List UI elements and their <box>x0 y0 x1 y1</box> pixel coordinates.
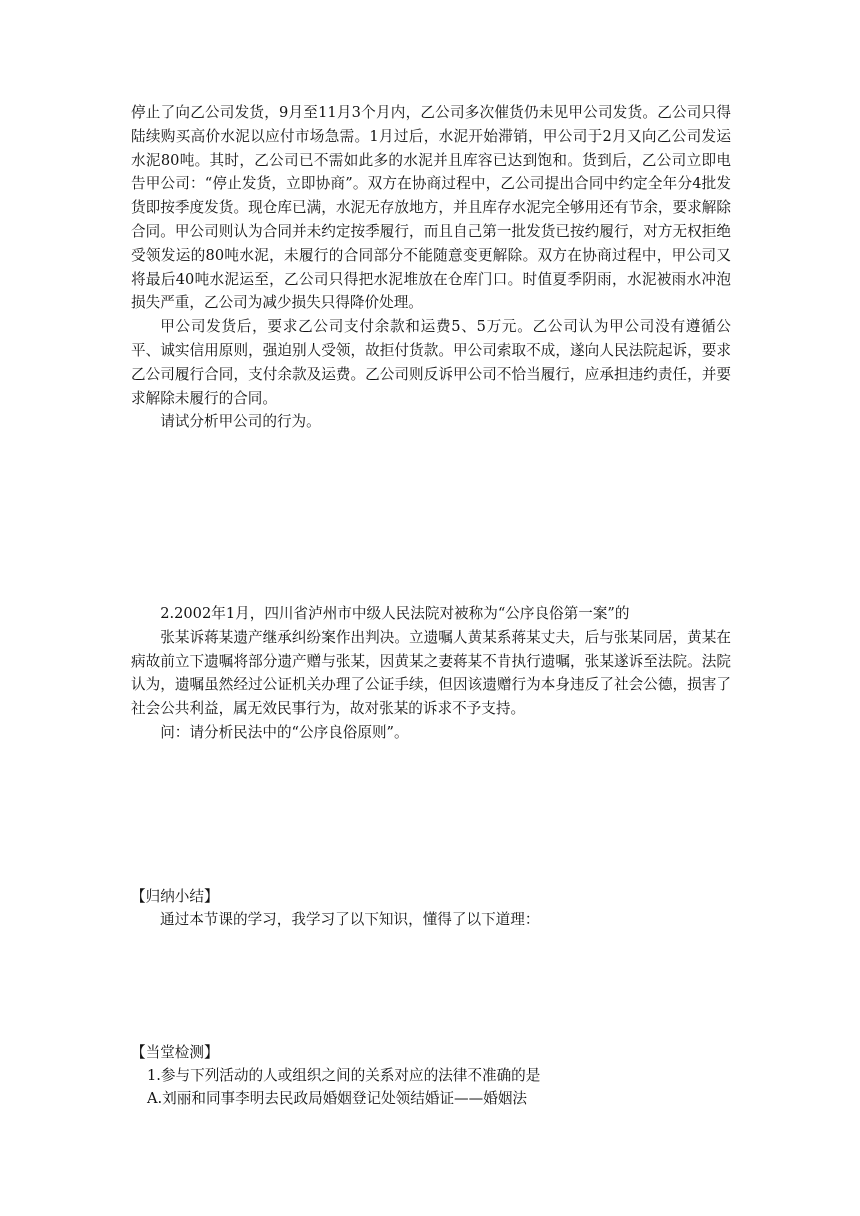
test-question-1: 1.参与下列活动的人或组织之间的关系对应的法律不准确的是 <box>147 1067 541 1084</box>
case1-section <box>131 101 731 434</box>
summary-title: 【归纳小结】 <box>131 888 219 905</box>
case1-question: 请试分析甲公司的行为。 <box>160 413 321 431</box>
summary-text: 通过本节课的学习，我学习了以下知识，懂得了以下道理： <box>160 911 540 928</box>
case1-paragraph-2: 甲公司发货后，要求乙公司支付余款和运费5、5万元。乙公司认为甲公司没有遵循公平、诚实信用原则，强迫别人受领，故拒付货款。甲公司索取不成，遂向人民法院起诉，要求乙公司履行合同，支付余款及运费。乙公司则反诉甲公司不恰当履行，应承担违约责任，并要求解除未履行的合同。 <box>131 318 731 407</box>
test-option-a: A.刘丽和同事李明去民政局婚姻登记处领结婚证——婚姻法 <box>147 1090 528 1107</box>
case2-question: 问：请分析民法中的“公序良俗原则”。 <box>160 723 409 741</box>
case2-heading: 2.2002年1月，四川省泸州市中级人民法院对被称为“公序良俗第一案”的 <box>160 605 630 622</box>
case1-paragraph-1: 停止了向乙公司发货，9月至11月3个月内，乙公司多次催货仍未见甲公司发货。乙公司只得陆续购买高价水泥以应付市场急需。1月过后，水泥开始滞销，甲公司于2月又向乙公司发运水泥80吨。其时，乙公司已不需如此多的水泥并且库容已达到饱和。货到后，乙公司立即电告甲公司：“停止发货，立即协商”。双方在协商过程中，乙公司提出合同中约定全年分4批发货即按季度发货。现仓库已满，水泥无存放地方，并且库存水泥完全够用还有节余，要求解除合同。甲公司则认为合同并未约定按季履行，而且自己第一批发货已按约履行，对方无权拒绝受领发运的80吨水泥，未履行的合同部分不能随意变更解除。双方在协商过程中，甲公司又将最后40吨水泥运至，乙公司只得把水泥堆放在仓库门口。时值夏季阴雨，水泥被雨水冲泡损失严重，乙公司为减少损失只得降价处理。 <box>131 104 731 312</box>
case2-body: 张某诉蒋某遗产继承纠纷案作出判决。立遗嘱人黄某系蒋某丈夫，后与张某同居，黄某在病故前立下遗嘱将部分遗产赠与张某，因黄某之妻蒋某不肯执行遗嘱，张某遂诉至法院。法院认为，遗嘱虽然经过公证机关办理了公证手续，但因该遗赠行为本身违反了社会公德，损害了社会公共利益，属无效民事行为，故对张某的诉求不予支持。 <box>131 628 731 718</box>
test-title: 【当堂检测】 <box>131 1044 219 1061</box>
case2-section <box>131 602 731 745</box>
